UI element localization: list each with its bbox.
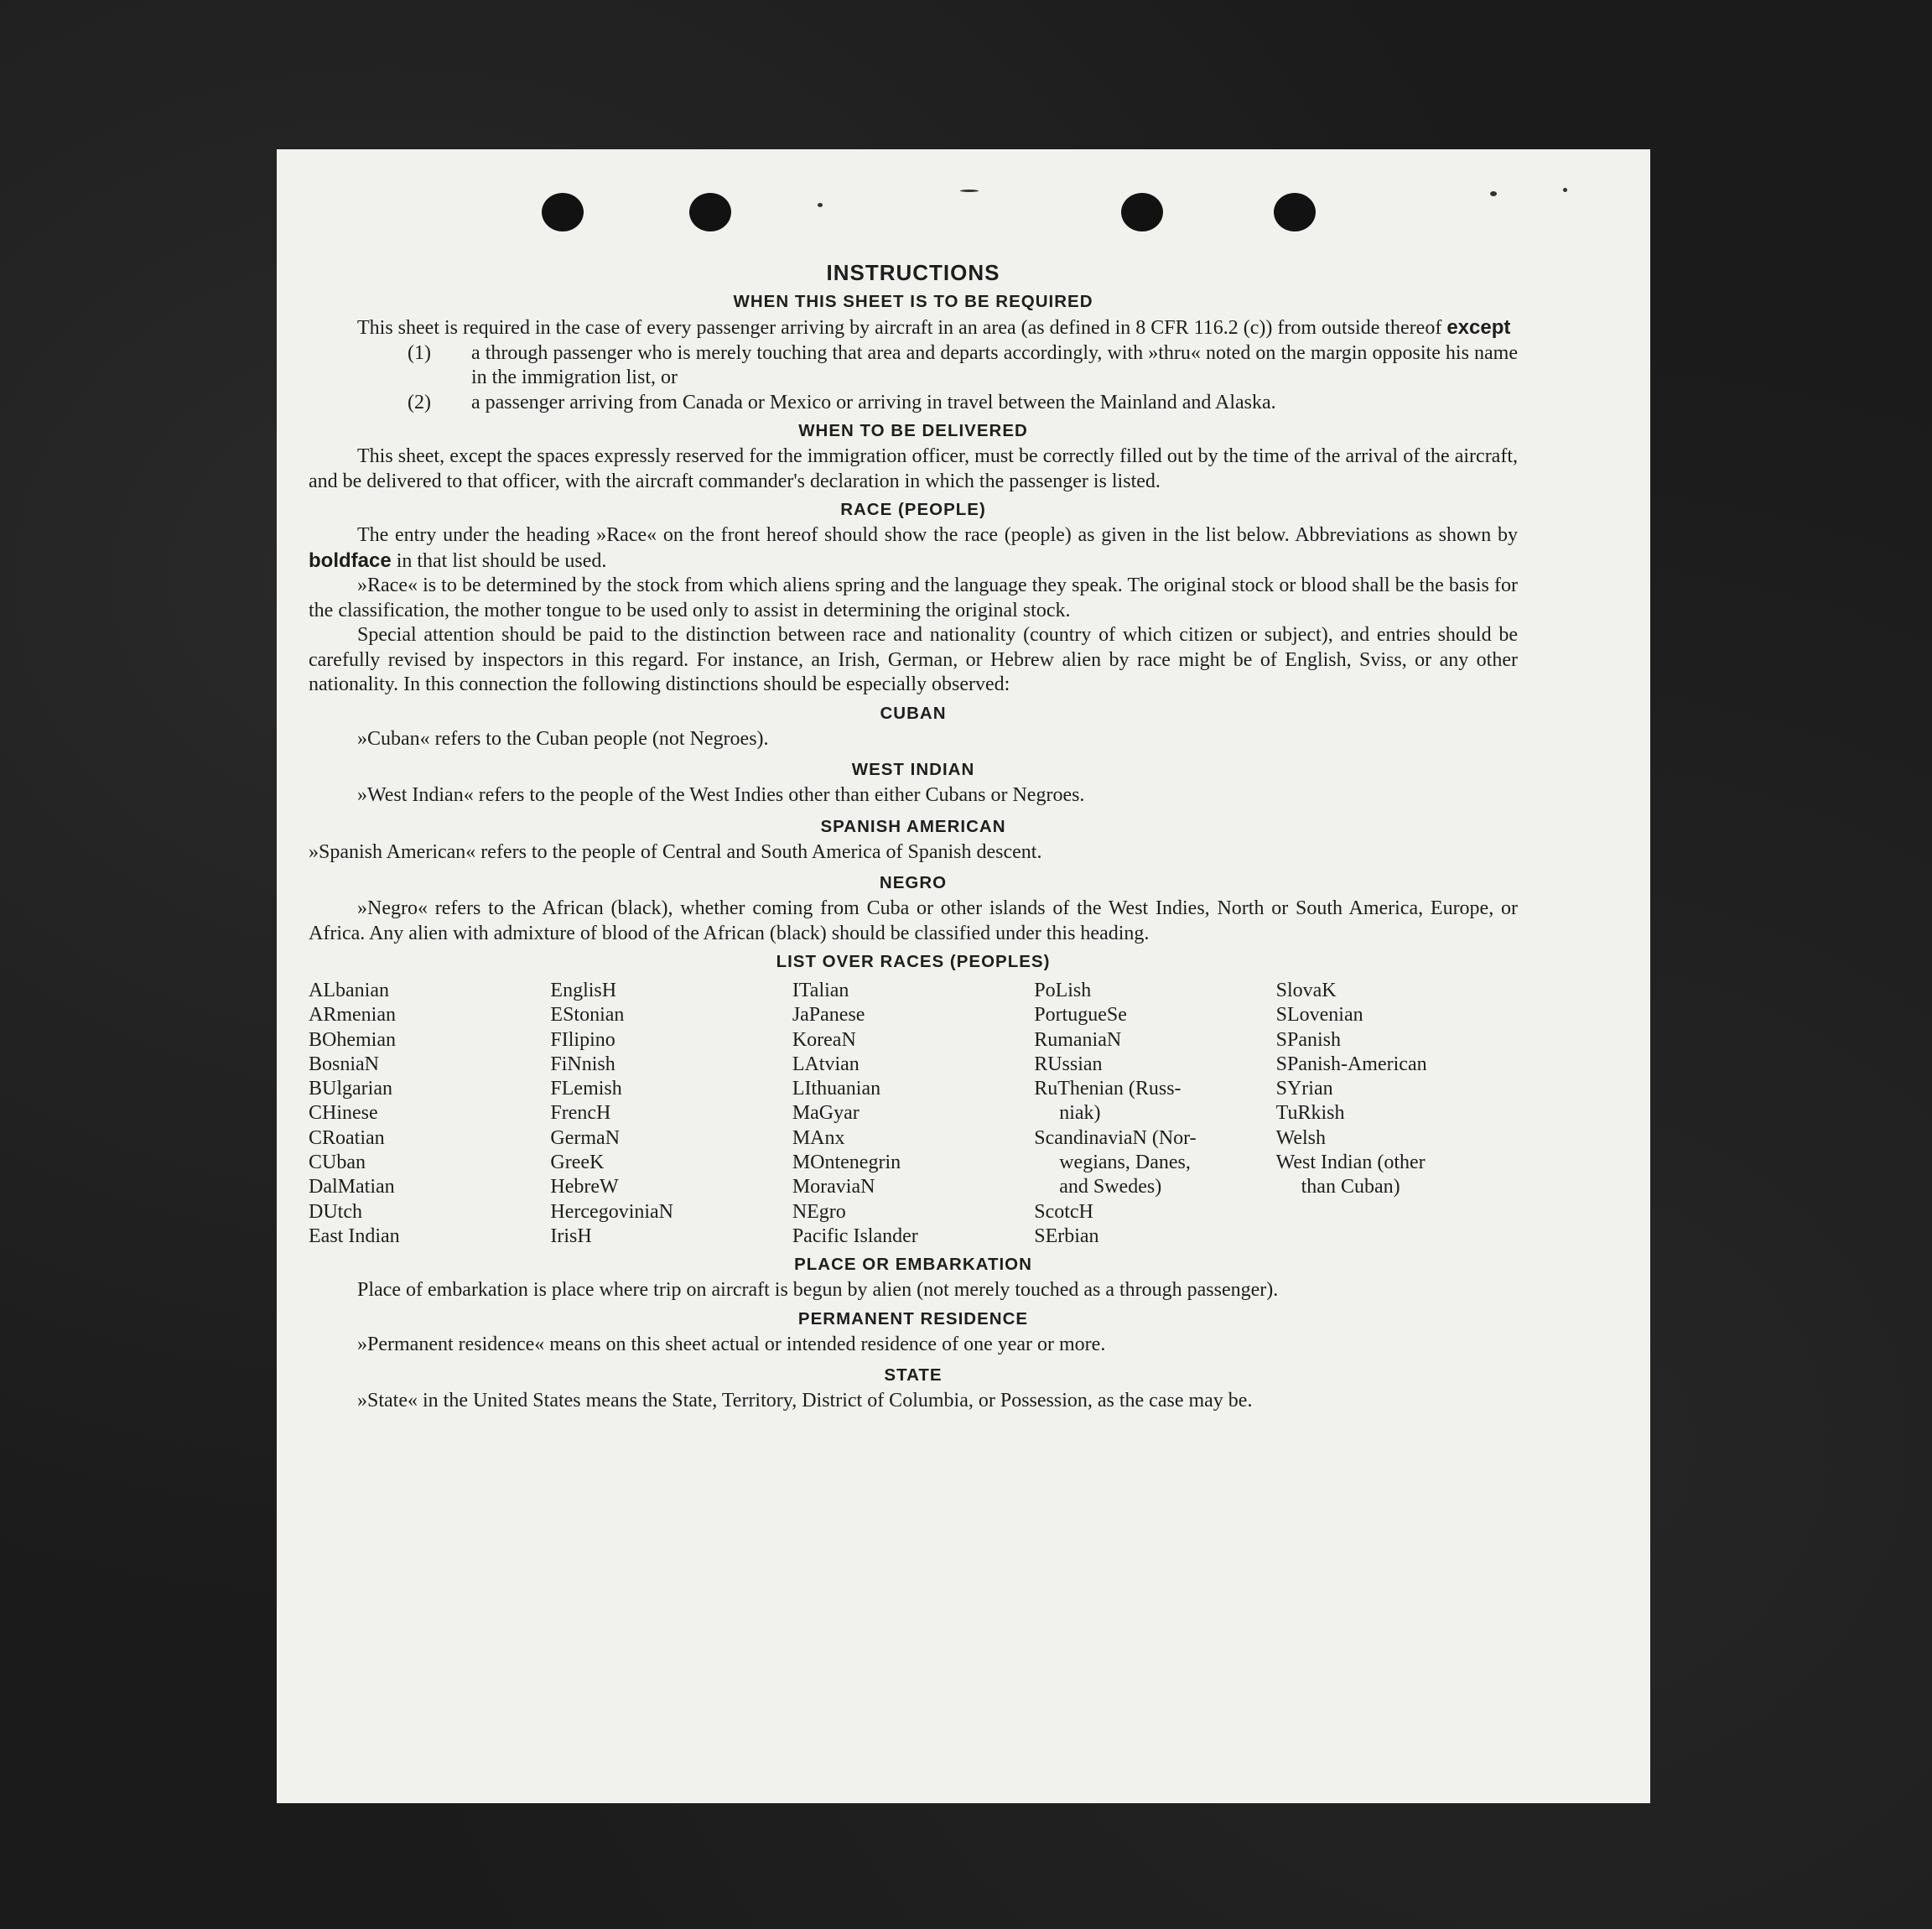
race-entry: MAnx — [792, 1126, 845, 1149]
race-entry: TuRkish — [1275, 1102, 1345, 1125]
section-heading-required: WHEN THIS SHEET IS TO BE REQUIRED — [733, 292, 1093, 311]
section-heading-races-list: LIST OVER RACES (PEOPLES) — [776, 952, 1051, 971]
race-entry: SLovenian — [1275, 1004, 1363, 1027]
race-column — [1034, 979, 1275, 1249]
section-heading-embarkation: PLACE OR EMBARKATION — [794, 1255, 1032, 1275]
race-entry: EStonian — [550, 1004, 625, 1027]
item-number: (2) — [408, 391, 431, 413]
punch-hole — [542, 193, 584, 231]
paragraph: »West Indian« refers to the people of the West Indies other than either Cubans or Negroes. — [357, 784, 1085, 806]
speck — [818, 203, 823, 207]
race-entry: MaGyar — [792, 1102, 860, 1125]
race-entry: RumaniaN — [1034, 1028, 1122, 1051]
bold-text: boldface — [309, 549, 392, 572]
race-entry: CRoatian — [309, 1126, 385, 1149]
item-text: a passenger arriving from Canada or Mexico or arriving in travel between the Mainland and Alaska. — [471, 391, 1276, 413]
section-heading-cuban: CUBAN — [880, 703, 947, 723]
paragraph: »Spanish American« refers to the people of Central and South America of Spanish descent. — [309, 840, 1042, 863]
list-item — [408, 341, 1518, 391]
race-entry: BUlgarian — [309, 1078, 392, 1100]
race-entry: GermaN — [550, 1126, 621, 1149]
section-heading-race: RACE (PEOPLE) — [840, 500, 986, 519]
race-entry: IrisH — [550, 1224, 592, 1247]
paragraph-text: in that list should be used. — [396, 549, 607, 572]
document-sheet — [277, 149, 1650, 1803]
bold-text: except — [1446, 316, 1511, 339]
race-entry: DUtch — [309, 1200, 362, 1223]
race-entry: Pacific Islander — [792, 1224, 918, 1247]
race-entry: CUban — [309, 1152, 366, 1174]
race-entry: HebreW — [550, 1176, 619, 1198]
speck — [1490, 191, 1497, 196]
paragraph: This sheet, except the spaces expressly reserved for the immigration officer, must be correctly filled out by the time of the arrival of the aircraft, and be delivered to that officer, with the aircraft commander's declaration in which the passenger is listed. — [309, 445, 1518, 492]
item-number: (1) — [408, 341, 431, 364]
race-entry: PoLish — [1034, 980, 1092, 1001]
section-heading-negro: NEGRO — [879, 873, 948, 892]
race-entry: FIlipino — [550, 1028, 615, 1051]
paragraph-text: The entry under the heading »Race« on the front hereof should show the race (people) as given in the list below. Abbreviations as shown by — [357, 524, 1518, 546]
section-heading-delivered: WHEN TO BE DELIVERED — [798, 421, 1028, 440]
race-entry: LAtvian — [792, 1053, 860, 1075]
paragraph: »Negro« refers to the African (black), whether coming from Cuba or other islands of the West Indies, North or South America, Europe, or Africa. Any alien with admixture of blood of the African (black) should be classified under this heading. — [309, 897, 1518, 944]
race-column — [792, 979, 1034, 1249]
race-entry: JaPanese — [792, 1004, 865, 1027]
race-entry: DalMatian — [309, 1176, 395, 1198]
races-list — [309, 979, 1518, 1249]
race-entry: EnglisH — [550, 980, 617, 1001]
race-entry: Welsh — [1275, 1126, 1327, 1149]
race-entry: FLemish — [550, 1078, 622, 1100]
race-entry: ARmenian — [309, 1004, 396, 1027]
race-entry: ScandinaviaN (Nor- — [1034, 1126, 1197, 1149]
race-entry: BosniaN — [309, 1053, 379, 1075]
race-entry: SErbian — [1034, 1224, 1099, 1247]
paragraph-text: This sheet is required in the case of every passenger arriving by aircraft in an area (as defined in 8 CFR 116.2 (c)) from outside thereof — [357, 317, 1442, 339]
race-entry: LIthuanian — [792, 1078, 881, 1100]
race-entry: FrencH — [550, 1102, 611, 1125]
punch-hole — [689, 193, 731, 231]
race-entry: SlovaK — [1275, 980, 1337, 1001]
page-title: INSTRUCTIONS — [826, 260, 1000, 285]
race-entry: CHinese — [309, 1102, 378, 1125]
paragraph: »State« in the United States means the State, Territory, District of Columbia, or Possession, as the case may be. — [357, 1390, 1253, 1412]
section-heading-spanish-american: SPANISH AMERICAN — [820, 816, 1006, 836]
list-item — [408, 391, 1518, 416]
item-text: a through passenger who is merely touching that area and departs accordingly, with »thru« noted on the margin opposite his name in the immigration list, or — [471, 341, 1518, 388]
race-entry: MoraviaN — [792, 1176, 875, 1198]
paragraph: Place of embarkation is place where trip on aircraft is begun by alien (not merely touched as a through passenger). — [357, 1279, 1279, 1302]
speck — [1563, 188, 1567, 192]
race-entry: BOhemian — [309, 1028, 396, 1051]
race-entry: RUssian — [1034, 1053, 1103, 1075]
punch-hole — [1121, 193, 1163, 231]
race-entry: niak) — [1059, 1102, 1101, 1125]
paragraph — [309, 315, 1518, 341]
race-entry: SPanish-American — [1275, 1053, 1427, 1075]
race-entry: NEgro — [792, 1200, 846, 1223]
race-column — [550, 979, 792, 1249]
race-column — [1276, 979, 1518, 1249]
race-entry: SPanish — [1275, 1028, 1341, 1051]
section-heading-west-indian: WEST INDIAN — [851, 760, 975, 779]
section-heading-state: STATE — [884, 1365, 943, 1386]
race-entry: MOntenegrin — [792, 1152, 901, 1174]
race-entry: SYrian — [1275, 1078, 1333, 1100]
race-entry: PortugueSe — [1034, 1004, 1127, 1027]
race-entry: ScotcH — [1034, 1200, 1093, 1223]
race-entry: FiNnish — [550, 1053, 615, 1075]
punch-hole — [1274, 193, 1316, 231]
paragraph — [309, 523, 1518, 574]
paragraph: »Cuban« refers to the Cuban people (not Negroes). — [357, 727, 769, 750]
race-entry: wegians, Danes, — [1059, 1152, 1191, 1174]
exception-list — [408, 341, 1518, 416]
race-entry: HercegoviniaN — [550, 1200, 674, 1223]
document-body — [309, 260, 1518, 1414]
race-entry: than Cuban) — [1301, 1176, 1400, 1198]
race-entry: and Swedes) — [1059, 1176, 1162, 1198]
race-entry: RuThenian (Russ- — [1034, 1078, 1182, 1100]
race-entry: East Indian — [309, 1224, 400, 1247]
paragraph: Special attention should be paid to the distinction between race and nationality (country of which citizen or subject), and entries should be carefully revised by inspectors in this regard. For instance, an Irish, German, or Hebrew alien by race might be of English, Sviss, or any other nationality. In this connection the following distinctions should be especially observed: — [309, 624, 1518, 695]
race-entry: KoreaN — [792, 1028, 856, 1051]
section-heading-residence: PERMANENT RESIDENCE — [797, 1308, 1029, 1328]
paragraph: »Race« is to be determined by the stock from which aliens spring and the language they speak. The original stock or blood shall be the basis for the classification, the mother tongue to be used only to assist in determining the original stock. — [309, 575, 1518, 621]
race-entry: GreeK — [550, 1152, 605, 1174]
speck — [960, 190, 979, 192]
paragraph: »Permanent residence« means on this sheet actual or intended residence of one year or more. — [357, 1333, 1106, 1355]
race-entry: ALbanian — [309, 980, 389, 1001]
race-entry: West Indian (other — [1275, 1152, 1426, 1174]
race-entry: ITalian — [792, 980, 849, 1001]
race-column — [309, 979, 550, 1249]
